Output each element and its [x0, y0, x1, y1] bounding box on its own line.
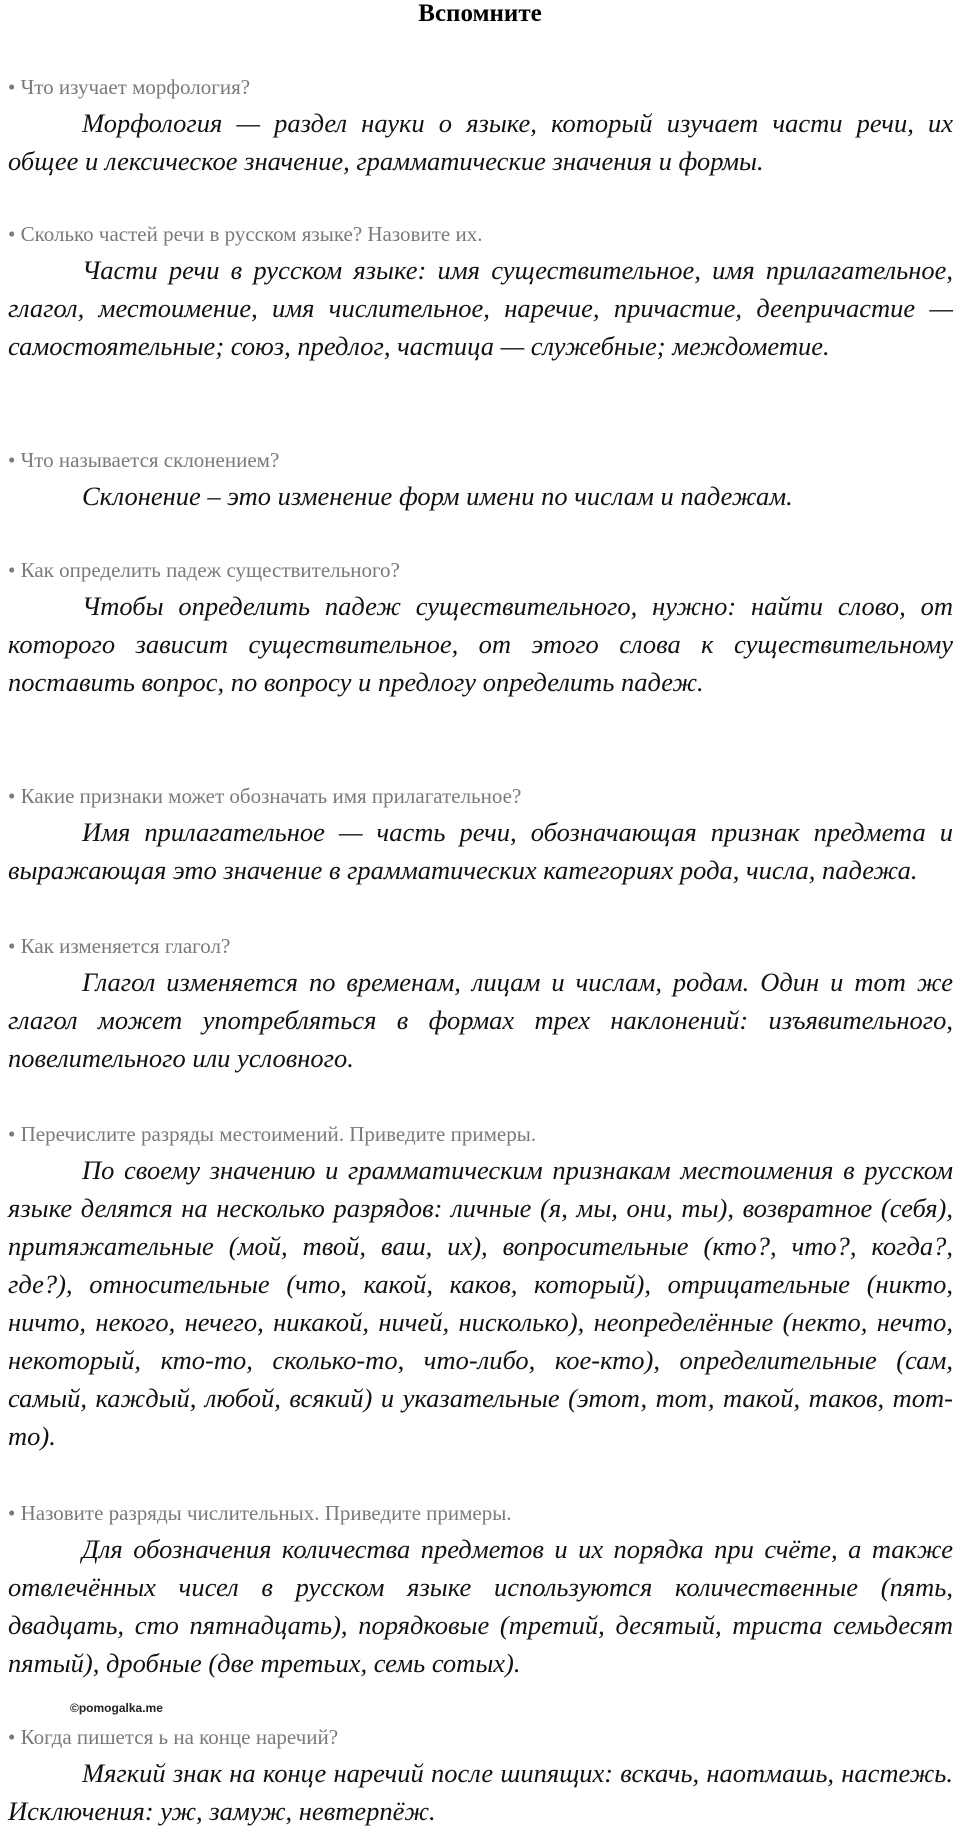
answer-parts-of-speech: Части речи в русском языке: имя существительное, имя прилагательное, глагол, местоимение, имя числительное, наречие, причастие, деепричастие — самостоятельные; союз, предлог, частица — служебные; междометие. — [8, 255, 953, 361]
answer-numeral-classes: Для обозначения количества предметов и их порядка при счёте, а также отвлечённых чисел в русском языке используются количественные (пять, двадцать, сто пятнадцать), порядковые (третий, десятый, триста семьдесят пятый), дробные (две третьих, семь сотых). — [8, 1534, 953, 1678]
answer-pronoun-classes: По своему значению и грамматическим признакам местоимения в русском языке делятся на несколько разрядов: личные (я, мы, они, ты), возвратное (себя), притяжательные (мой, твой, ваш, их), вопросительные (кто?, что?, когда?, где?), относительные (что, какой, каков, который), отрицательные (никто, ничто, некого, нечего, никакой, ничей, нисколько), неопределённые (некто, нечто, некоторый, кто-то, сколько-то, что-либо, кое-кто), определительные (сам, самый, каждый, любой, всякий) и указательные (этот, тот, такой, таков, тот-то). — [8, 1155, 953, 1451]
question-adjective-features: • Какие признаки может обозначать имя прилагательное? — [8, 784, 522, 808]
page-title: Вспомните — [418, 0, 542, 27]
question-verb-change: • Как изменяется глагол? — [8, 934, 231, 958]
question-numeral-classes: • Назовите разряды числительных. Приведите примеры. — [8, 1501, 512, 1525]
answer-morphology: Морфология — раздел науки о языке, который изучает части речи, их общее и лексическое значение, грамматические значения и формы. — [8, 108, 953, 176]
question-morphology: • Что изучает морфология? — [8, 75, 251, 99]
question-noun-case: • Как определить падеж существительного? — [8, 558, 400, 582]
answer-declension: Склонение – это изменение форм имени по числам и падежам. — [82, 481, 793, 511]
watermark: ©pomogalka.me — [70, 1701, 163, 1715]
answer-adverb-soft-sign: Мягкий знак на конце наречий после шипящих: вскачь, наотмашь, настежь. Исключения: уж, замуж, невтерпёж. — [8, 1758, 953, 1826]
answer-noun-case: Чтобы определить падеж существительного, нужно: найти слово, от которого зависит существительное, от этого слова к существительному поставить вопрос, по вопросу и предлогу определить падеж. — [8, 591, 953, 697]
question-declension: • Что называется склонением? — [8, 448, 280, 472]
question-parts-of-speech: • Сколько частей речи в русском языке? Назовите их. — [8, 222, 483, 246]
question-adverb-soft-sign: • Когда пишется ь на конце наречий? — [8, 1725, 339, 1749]
question-pronoun-classes: • Перечислите разряды местоимений. Приведите примеры. — [8, 1122, 537, 1146]
answer-adjective-features: Имя прилагательное — часть речи, обозначающая признак предмета и выражающая это значение в грамматических категориях рода, числа, падежа. — [8, 817, 953, 885]
answer-verb-change: Глагол изменяется по временам, лицам и числам, родам. Один и тот же глагол может употребляться в формах трех наклонений: изъявительного, повелительного или условного. — [8, 967, 953, 1073]
